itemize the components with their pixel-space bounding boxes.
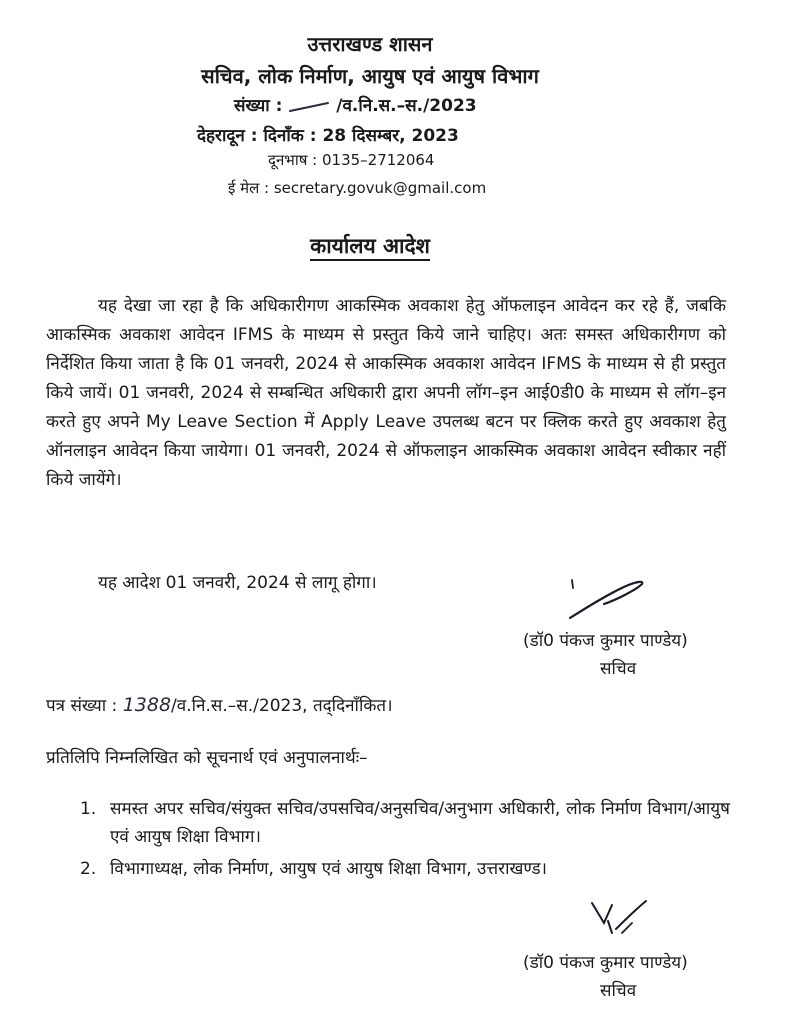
letter-suffix: /व.नि.स.–स./2023, तद्‌दिनाँकित। (171, 696, 393, 716)
effective-date-line: यह आदेश 01 जनवरी, 2024 से लागू होगा। (98, 573, 377, 593)
signatory-2-designation: सचिव (600, 981, 637, 1001)
list-item (80, 795, 730, 851)
email-address: ई मेल : secretary.govuk@gmail.com (228, 179, 487, 197)
signature-2-icon (582, 893, 662, 943)
document-title-text: कार्यालय आदेश (310, 234, 430, 261)
list-item-text: समस्त अपर सचिव/संयुक्त सचिव/उपसचिव/अनुसचिव/अनुभाग अधिकारी, लोक निर्माण विभाग/आयुष एवं आयुष शिक्षा विभाग। (110, 799, 730, 847)
place-and-date: देहरादून : दिनाँक : 28 दिसम्बर, 2023 (197, 126, 459, 146)
signatory-1-name: (डॉ0 पंकज कुमार पाण्डेय) (523, 631, 688, 651)
list-item-number: 2. (80, 859, 97, 879)
signatory-2-name: (डॉ0 पंकज कुमार पाण्डेय) (523, 953, 688, 973)
list-item-text: विभागाध्यक्ष, लोक निर्माण, आयुष एवं आयुष शिक्षा विभाग, उत्तराखण्ड। (110, 859, 547, 879)
copy-to-intro: प्रतिलिपि निम्नलिखित को सूचनार्थ एवं अनुपालनार्थः– (46, 748, 368, 768)
list-item (80, 855, 730, 883)
letter-number-line (46, 693, 393, 716)
reference-number (234, 93, 477, 116)
copy-to-list (80, 795, 730, 887)
phone-number: दूनभाष : 0135–2712064 (268, 151, 435, 169)
reference-prefix: संख्या : (234, 96, 283, 116)
letter-prefix: पत्र संख्या : (46, 696, 118, 716)
document-title (0, 232, 740, 260)
reference-suffix: /व.नि.स.–स./2023 (336, 96, 477, 116)
handwritten-stroke-icon (288, 99, 330, 113)
signatory-1-designation: सचिव (600, 659, 637, 679)
handwritten-letter-number: 1388 (122, 694, 172, 716)
signature-1-icon (556, 574, 666, 624)
list-item-number: 1. (80, 799, 97, 819)
department-heading: सचिव, लोक निर्माण, आयुष एवं आयुष विभाग (201, 64, 539, 88)
order-paragraph: यह देखा जा रहा है कि अधिकारीगण आकस्मिक अवकाश हेतु ऑफलाइन आवेदन कर रहे हैं, जबकि आकस्मिक अवकाश आवेदन IFMS के माध्यम से प्रस्तुत किये जाने चाहिए। अतः समस्त अधिकारीगण को निर्देशित किया जाता है कि 01 जनवरी, 2024 से आकस्मिक अवकाश आवेदन IFMS के माध्यम से ही प्रस्तुत किये जायें। 01 जनवरी, 2024 से सम्बन्धित अधिकारी द्वारा अपनी लॉग–इन आई0डी0 के माध्यम से लॉग–इन करते हुए अपने My Leave Section में Apply Leave उपलब्ध बटन पर क्लिक करते हुए अवकाश हेतु ऑनलाइन आवेदन किया जायेगा। 01 जनवरी, 2024 से ऑफलाइन आकस्मिक अवकाश आवेदन स्वीकार नहीं किये जायेंगे। (46, 296, 726, 490)
government-heading: उत्तराखण्ड शासन (307, 32, 433, 56)
